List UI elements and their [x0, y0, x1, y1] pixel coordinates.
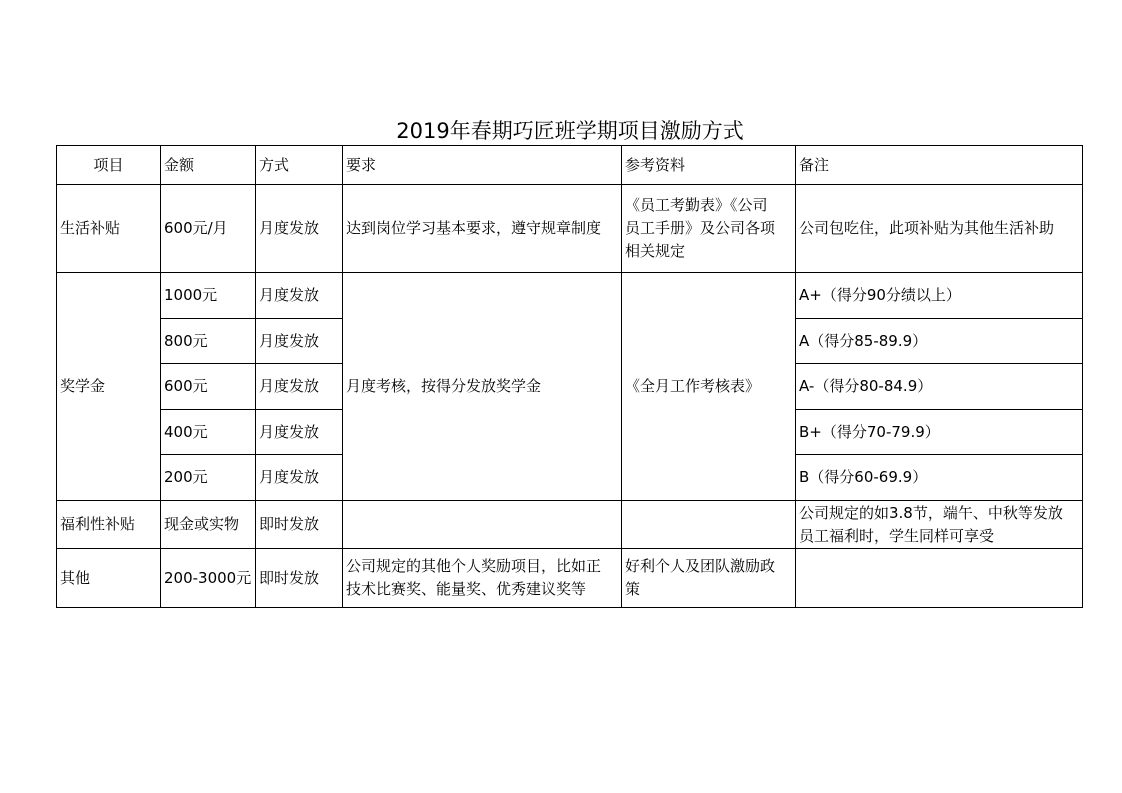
- welfare-remark: [796, 501, 1083, 549]
- welfare-requirement: [343, 501, 622, 549]
- welfare-remark-line: 公司规定的如3.8节，端午、中秋等发放: [799, 503, 1063, 522]
- header-requirement: 要求: [343, 146, 622, 185]
- welfare-item: 福利性补贴: [57, 501, 161, 549]
- header-method: 方式: [256, 146, 343, 185]
- scholarship-remark: B（得分60-69.9）: [796, 455, 1083, 501]
- other-reference-line: 策: [625, 580, 641, 598]
- living-requirement: 达到岗位学习基本要求，遵守规章制度: [343, 185, 622, 273]
- scholarship-amount: 800元: [161, 319, 256, 364]
- living-remark: 公司包吃住，此项补贴为其他生活补助: [796, 185, 1083, 273]
- living-reference-line: 员工手册》及公司各项: [625, 219, 776, 237]
- other-remark: [796, 549, 1083, 608]
- other-item: 其他: [57, 549, 161, 608]
- table-row-scholarship-1: [57, 273, 1083, 319]
- other-requirement: [343, 549, 622, 608]
- scholarship-method: 月度发放: [256, 319, 343, 364]
- scholarship-amount: 200元: [161, 455, 256, 501]
- living-reference-line: 《员工考勤表》《公司: [625, 196, 768, 214]
- scholarship-remark: B+（得分70-79.9）: [796, 410, 1083, 455]
- other-amount: 200-3000元: [161, 549, 256, 608]
- scholarship-reference: 《全月工作考核表》: [622, 273, 796, 501]
- welfare-remark-line: 员工福利时，学生同样可享受: [799, 526, 995, 545]
- living-item: 生活补贴: [57, 185, 161, 273]
- table-row-other: [57, 549, 1083, 608]
- incentive-table: [56, 145, 1083, 608]
- scholarship-requirement: 月度考核，按得分发放奖学金: [343, 273, 622, 501]
- table-row-living: [57, 185, 1083, 273]
- scholarship-remark: A-（得分80-84.9）: [796, 364, 1083, 410]
- scholarship-amount: 400元: [161, 410, 256, 455]
- living-reference-line: 相关规定: [625, 242, 686, 260]
- other-method: 即时发放: [256, 549, 343, 608]
- header-remark: 备注: [796, 146, 1083, 185]
- scholarship-method: 月度发放: [256, 455, 343, 501]
- header-amount: 金额: [161, 146, 256, 185]
- living-reference: [622, 185, 796, 273]
- scholarship-method: 月度发放: [256, 364, 343, 410]
- scholarship-method: 月度发放: [256, 273, 343, 319]
- page-title: 2019年春期巧匠班学期项目激励方式: [396, 119, 744, 143]
- living-method: 月度发放: [256, 185, 343, 273]
- scholarship-remark: A+（得分90分绩以上）: [796, 273, 1083, 319]
- welfare-reference: [622, 501, 796, 549]
- header-row: [57, 146, 1083, 185]
- other-reference-line: 好利个人及团队激励政: [625, 557, 776, 575]
- header-reference: 参考资料: [622, 146, 796, 185]
- welfare-method: 即时发放: [256, 501, 343, 549]
- living-amount: 600元/月: [161, 185, 256, 273]
- scholarship-amount: 1000元: [161, 273, 256, 319]
- other-reference: [622, 549, 796, 608]
- other-requirement-line: 技术比赛奖、能量奖、优秀建议奖等: [346, 580, 587, 598]
- scholarship-item: 奖学金: [57, 273, 161, 501]
- table-row-welfare: [57, 501, 1083, 549]
- other-requirement-line: 公司规定的其他个人奖励项目，比如正: [346, 557, 602, 575]
- header-item: 项目: [57, 146, 161, 185]
- scholarship-method: 月度发放: [256, 410, 343, 455]
- welfare-amount: 现金或实物: [161, 501, 256, 549]
- scholarship-remark: A（得分85-89.9）: [796, 319, 1083, 364]
- scholarship-amount: 600元: [161, 364, 256, 410]
